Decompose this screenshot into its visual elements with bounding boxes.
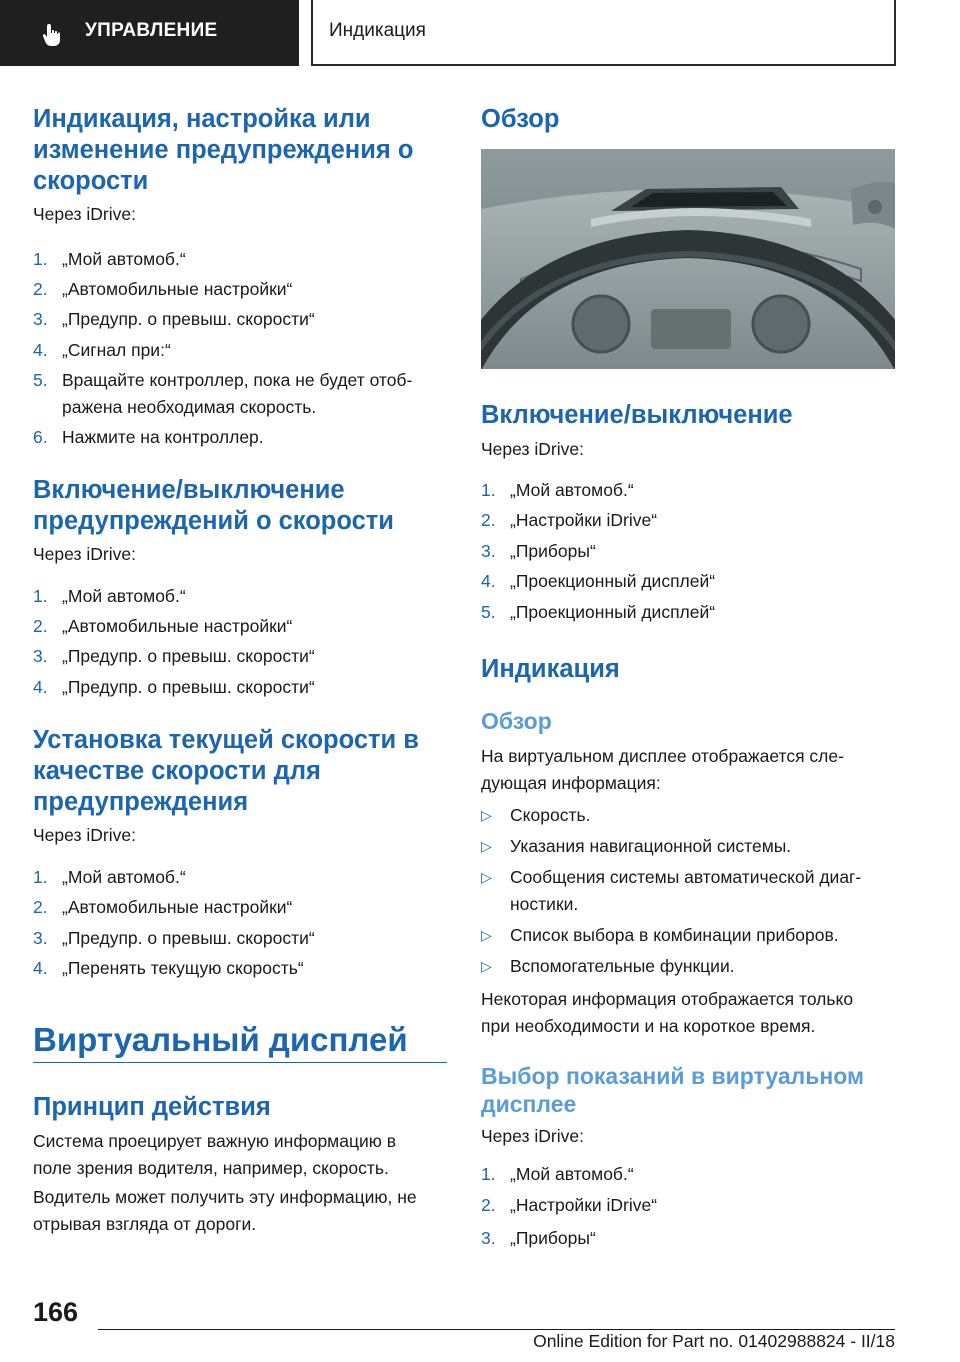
- section-title: Индикация, настройка или изменение предупреждения о скорости: [33, 105, 414, 195]
- chapter-tab: [311, 0, 896, 66]
- section-title: Принцип действия: [33, 1093, 271, 1121]
- chapter-heading: Виртуальный дисплей: [33, 1021, 408, 1058]
- page-number: 166: [33, 1297, 79, 1327]
- intro-text: Через iDrive:: [481, 439, 584, 459]
- section-title: Обзор: [481, 105, 560, 133]
- paragraph: На виртуальном дисплее отображается сле- дующая информация:: [481, 746, 844, 793]
- pointing-hand-icon: [40, 22, 66, 48]
- subsection-title: Обзор: [481, 708, 552, 734]
- footer-rule: [98, 1329, 895, 1330]
- head-up-display-illustration: [481, 149, 895, 369]
- triangle-bullet-icon: ▷: [481, 958, 492, 974]
- section-title: Включение/выключение предупреждений о скорости: [33, 476, 394, 535]
- section-title: Установка текущей скорости в качестве скорости для предупреждения: [33, 726, 419, 816]
- section-tab: [0, 0, 299, 66]
- triangle-bullet-icon: ▷: [481, 838, 492, 854]
- heading-rule: [33, 1062, 447, 1063]
- intro-text: Через iDrive:: [33, 544, 136, 564]
- section-title: Индикация: [481, 655, 620, 683]
- paragraph: Некоторая информация отображается только при необходимости и на короткое время.: [481, 989, 854, 1036]
- triangle-bullet-icon: ▷: [481, 927, 492, 943]
- paragraph: Водитель может получить эту информацию, не отрывая взгляда от дороги.: [33, 1187, 417, 1234]
- subsection-title: Выбор показаний в виртуальном дисплее: [481, 1063, 865, 1117]
- intro-text: Через iDrive:: [481, 1126, 584, 1146]
- section-title: Включение/выключение: [481, 401, 793, 429]
- triangle-bullet-icon: ▷: [481, 807, 492, 823]
- section-label: УПРАВЛЕНИЕ: [85, 20, 218, 41]
- paragraph: Система проецирует важную информацию в поле зрения водителя, например, скорость.: [33, 1131, 397, 1178]
- triangle-bullet-icon: ▷: [481, 869, 492, 885]
- intro-text: Через iDrive:: [33, 204, 136, 224]
- chapter-label: Индикация: [329, 20, 426, 41]
- edition-text: Online Edition for Part no. 01402988824 - II/18: [533, 1331, 895, 1351]
- intro-text: Через iDrive:: [33, 825, 136, 845]
